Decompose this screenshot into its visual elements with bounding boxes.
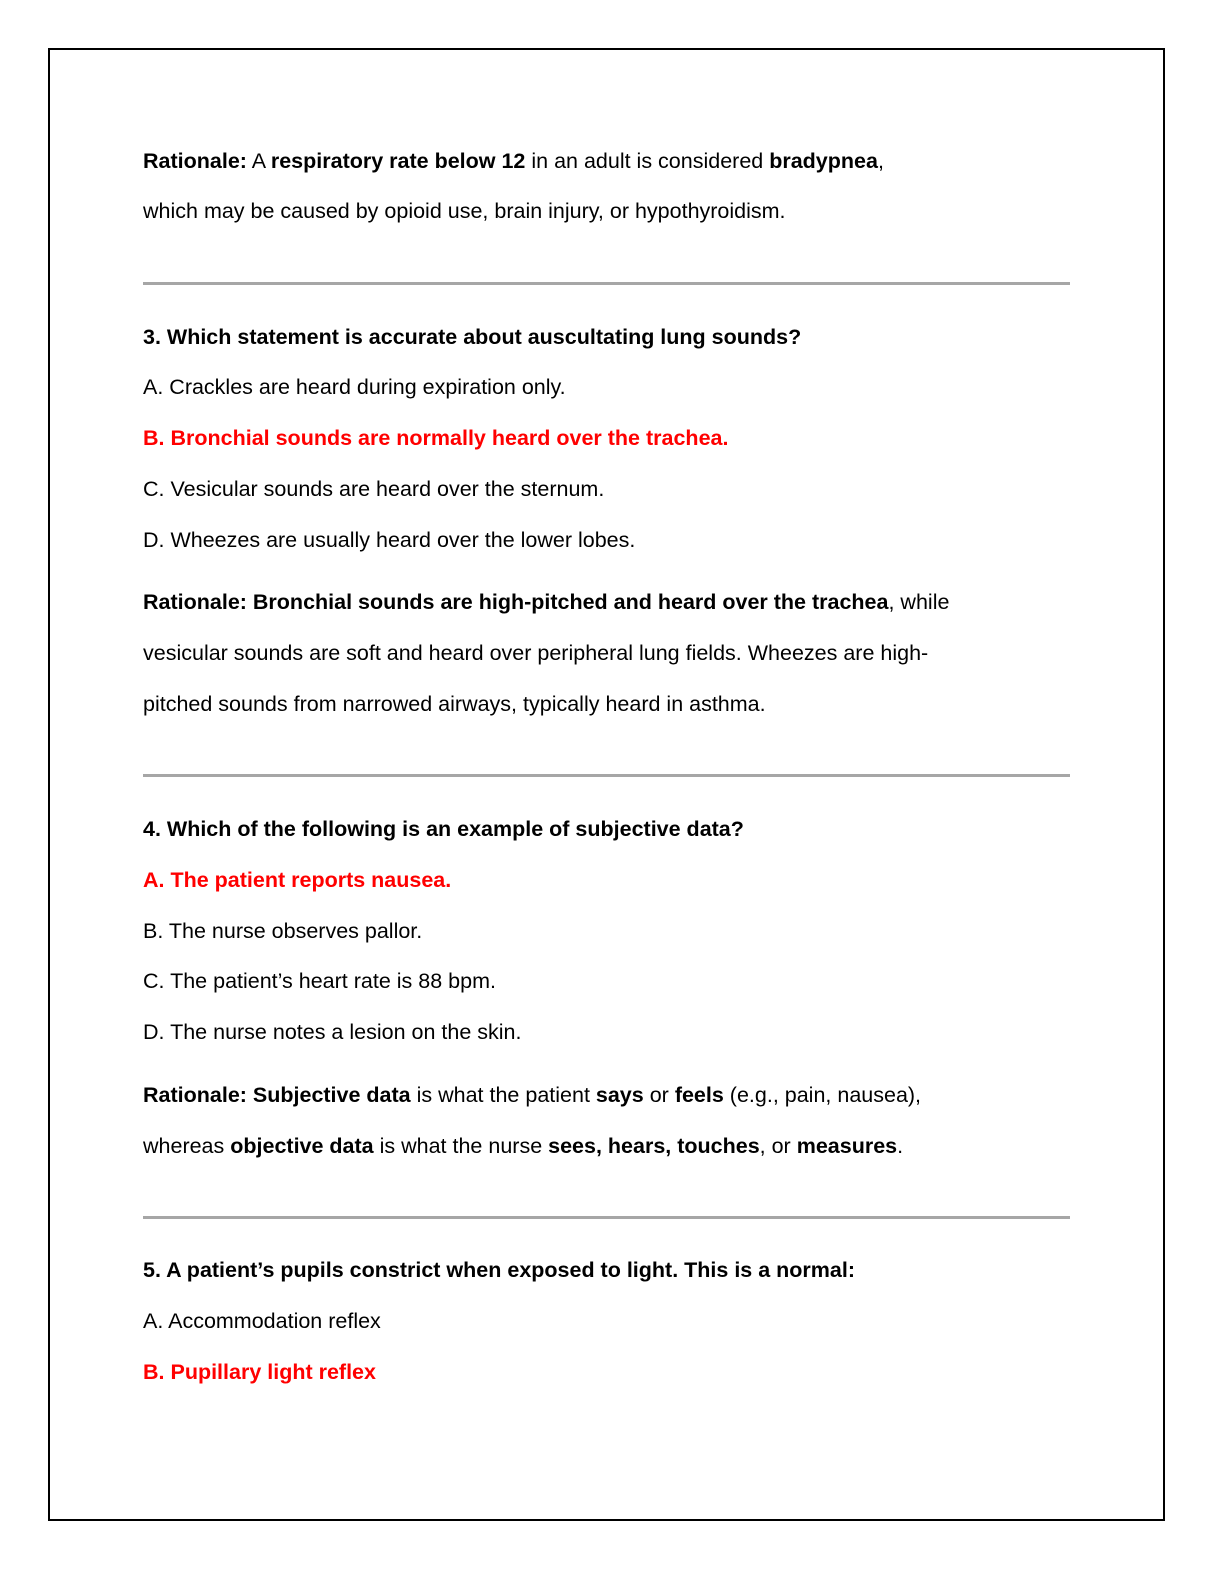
question-text: [143, 322, 801, 352]
text-segment: Rationale: Subjective data: [143, 1083, 411, 1107]
answer-option: [143, 916, 422, 946]
text-segment: .: [897, 1134, 904, 1158]
rationale-line: [143, 587, 949, 617]
text-segment: D. The nurse notes a lesion on the skin.: [143, 1020, 522, 1044]
text-segment: ,: [877, 149, 884, 173]
text-segment: sees, hears, touches: [548, 1134, 760, 1158]
text-segment: C. Vesicular sounds are heard over the sternum.: [143, 477, 605, 501]
rationale-line: [143, 1080, 921, 1110]
correct-answer: [143, 1357, 376, 1387]
text-segment: A. The patient reports nausea.: [143, 868, 452, 892]
rationale-line: [143, 689, 766, 719]
text-segment: Rationale: Bronchial sounds are high-pitched and heard over the trachea: [143, 590, 889, 614]
text-segment: B. Pupillary light reflex: [143, 1360, 376, 1384]
answer-option: [143, 474, 604, 504]
text-segment: A. Accommodation reflex: [143, 1309, 381, 1333]
text-segment: whereas: [143, 1134, 231, 1158]
text-segment: objective data: [230, 1134, 374, 1158]
horizontal-rule: [143, 774, 1070, 777]
text-segment: A: [246, 149, 271, 173]
text-segment: pitched sounds from narrowed airways, typically heard in asthma.: [143, 692, 766, 716]
answer-option: [143, 1017, 521, 1047]
text-segment: feels: [674, 1083, 724, 1107]
text-segment: in an adult is considered: [525, 149, 770, 173]
answer-option: [143, 525, 635, 555]
text-segment: says: [595, 1083, 644, 1107]
text-segment: Rationale:: [143, 149, 247, 173]
horizontal-rule: [143, 282, 1070, 285]
text-segment: 4. Which of the following is an example of subjective data?: [143, 817, 744, 841]
text-segment: 3. Which statement is accurate about auscultating lung sounds?: [143, 325, 802, 349]
correct-answer: [143, 865, 451, 895]
text-segment: A. Crackles are heard during expiration only.: [143, 375, 566, 399]
text-segment: vesicular sounds are soft and heard over peripheral lung fields. Wheezes are high-: [143, 641, 929, 665]
page-border: [48, 48, 1165, 1521]
question-text: [143, 1255, 855, 1285]
answer-option: [143, 966, 496, 996]
text-segment: C. The patient’s heart rate is 88 bpm.: [143, 969, 496, 993]
text-segment: B. The nurse observes pallor.: [143, 919, 423, 943]
text-segment: which may be caused by opioid use, brain injury, or hypothyroidism.: [143, 199, 786, 223]
text-segment: respiratory rate below 12: [270, 149, 526, 173]
rationale-line: [143, 1131, 903, 1161]
rationale-line: [143, 638, 928, 668]
correct-answer: [143, 423, 728, 453]
text-segment: bradypnea: [769, 149, 878, 173]
answer-option: [143, 1306, 381, 1336]
rationale-line: [143, 146, 884, 176]
text-segment: D. Wheezes are usually heard over the lower lobes.: [143, 528, 636, 552]
text-segment: , or: [759, 1134, 797, 1158]
horizontal-rule: [143, 1216, 1070, 1219]
text-segment: or: [643, 1083, 675, 1107]
text-segment: measures: [796, 1134, 898, 1158]
text-segment: 5. A patient’s pupils constrict when exposed to light. This is a normal:: [143, 1258, 855, 1282]
text-segment: (e.g., pain, nausea),: [723, 1083, 922, 1107]
text-segment: B. Bronchial sounds are normally heard over the trachea.: [143, 426, 729, 450]
answer-option: [143, 372, 566, 402]
question-text: [143, 814, 744, 844]
text-segment: is what the patient: [410, 1083, 596, 1107]
text-segment: is what the nurse: [373, 1134, 549, 1158]
text-segment: , while: [888, 590, 950, 614]
rationale-line: [143, 196, 786, 226]
